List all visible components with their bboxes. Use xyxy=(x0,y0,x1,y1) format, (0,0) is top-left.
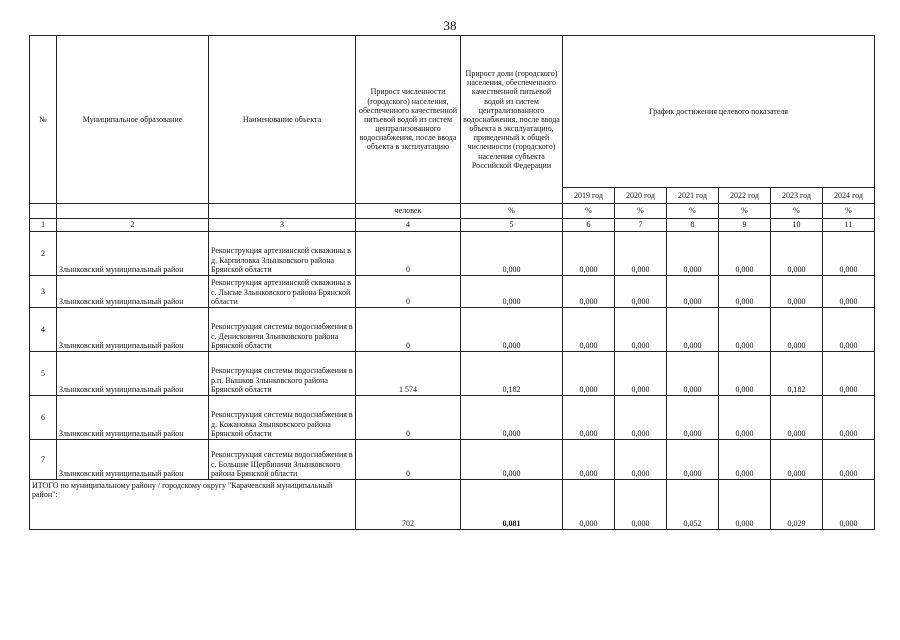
total-year-value: 0,052 xyxy=(667,480,719,530)
column-number: 9 xyxy=(719,219,771,232)
header-year: 2021 год xyxy=(667,188,719,204)
municipality-cell: Злынковский муниципальный район xyxy=(57,440,209,480)
year-value: 0,000 xyxy=(563,396,615,440)
year-value: 0,000 xyxy=(719,276,771,308)
object-cell: Реконструкция системы водоснабжения в д. Кожановка Злынковского района Брянской области xyxy=(209,396,356,440)
total-share: 0,081 xyxy=(461,480,563,530)
target-indicator-table xyxy=(29,35,875,530)
total-year-value: 0,029 xyxy=(771,480,823,530)
share-cell: 0,182 xyxy=(461,352,563,396)
header-year: 2023 год xyxy=(771,188,823,204)
year-value: 0,000 xyxy=(615,352,667,396)
table-row xyxy=(30,308,875,352)
year-value: 0,000 xyxy=(563,232,615,276)
year-value: 0,000 xyxy=(771,396,823,440)
year-value: 0,000 xyxy=(719,232,771,276)
header-municipality: Муниципальное образование xyxy=(57,36,209,204)
column-number: 6 xyxy=(563,219,615,232)
population-cell: 0 xyxy=(356,232,461,276)
object-cell: Реконструкция системы водоснабжения в р.п. Вышков Злынковского района Брянской области xyxy=(209,352,356,396)
column-number: 1 xyxy=(30,219,57,232)
header-year: 2022 год xyxy=(719,188,771,204)
row-number: 2 xyxy=(30,232,57,276)
unit-percent: % xyxy=(823,204,875,219)
municipality-cell: Злынковский муниципальный район xyxy=(57,232,209,276)
year-value: 0,000 xyxy=(615,276,667,308)
total-population: 702 xyxy=(356,480,461,530)
share-cell: 0,000 xyxy=(461,396,563,440)
unit-percent: % xyxy=(667,204,719,219)
unit-cell-empty xyxy=(209,204,356,219)
header-no: № xyxy=(30,36,57,204)
year-value: 0,000 xyxy=(823,308,875,352)
year-value: 0,182 xyxy=(771,352,823,396)
object-cell: Реконструкция артезианской скважины в с. Лысые Злынковского района Брянской области xyxy=(209,276,356,308)
total-year-value: 0,000 xyxy=(719,480,771,530)
year-value: 0,000 xyxy=(563,276,615,308)
year-value: 0,000 xyxy=(563,308,615,352)
year-value: 0,000 xyxy=(771,276,823,308)
table-row xyxy=(30,276,875,308)
year-value: 0,000 xyxy=(563,440,615,480)
year-value: 0,000 xyxy=(823,396,875,440)
unit-cell-empty xyxy=(57,204,209,219)
column-number: 10 xyxy=(771,219,823,232)
year-value: 0,000 xyxy=(667,440,719,480)
column-number: 3 xyxy=(209,219,356,232)
unit-cell-empty xyxy=(30,204,57,219)
row-number: 6 xyxy=(30,396,57,440)
share-cell: 0,000 xyxy=(461,440,563,480)
object-cell: Реконструкция системы водоснабжения в с. Большие Щербиничи Злынковского района Брянской области xyxy=(209,440,356,480)
total-year-value: 0,000 xyxy=(823,480,875,530)
page-number: 38 xyxy=(443,18,457,33)
object-cell: Реконструкция артезианской скважины в д. Карпиловка Злынковского района Брянской области xyxy=(209,232,356,276)
year-value: 0,000 xyxy=(667,396,719,440)
year-value: 0,000 xyxy=(719,308,771,352)
row-number: 3 xyxy=(30,276,57,308)
total-year-value: 0,000 xyxy=(563,480,615,530)
unit-percent: % xyxy=(719,204,771,219)
total-label: ИТОГО по муниципальному району / городскому округу "Карачевский муниципальный район": xyxy=(30,480,356,530)
population-cell: 0 xyxy=(356,440,461,480)
table-row xyxy=(30,440,875,480)
column-number: 5 xyxy=(461,219,563,232)
year-value: 0,000 xyxy=(667,308,719,352)
year-value: 0,000 xyxy=(823,232,875,276)
table-row xyxy=(30,232,875,276)
year-value: 0,000 xyxy=(823,352,875,396)
row-number: 7 xyxy=(30,440,57,480)
unit-percent: % xyxy=(615,204,667,219)
municipality-cell: Злынковский муниципальный район xyxy=(57,352,209,396)
column-number: 2 xyxy=(57,219,209,232)
year-value: 0,000 xyxy=(615,232,667,276)
year-value: 0,000 xyxy=(771,308,823,352)
header-schedule: График достижения целевого показателя xyxy=(563,36,875,188)
year-value: 0,000 xyxy=(563,352,615,396)
municipality-cell: Злынковский муниципальный район xyxy=(57,276,209,308)
population-cell: 1 574 xyxy=(356,352,461,396)
year-value: 0,000 xyxy=(823,440,875,480)
header-population-growth: Прирост численности (городского) населения, обеспеченного качественной питьевой водой из систем централизованного водоснабжения, после ввода объекта в эксплуатацию xyxy=(356,36,461,204)
year-value: 0,000 xyxy=(667,352,719,396)
header-object: Наименование объекта xyxy=(209,36,356,204)
total-row xyxy=(30,480,875,530)
total-year-value: 0,000 xyxy=(615,480,667,530)
unit-percent: % xyxy=(563,204,615,219)
column-number: 7 xyxy=(615,219,667,232)
year-value: 0,000 xyxy=(719,396,771,440)
population-cell: 0 xyxy=(356,276,461,308)
share-cell: 0,000 xyxy=(461,308,563,352)
header-year: 2020 год xyxy=(615,188,667,204)
year-value: 0,000 xyxy=(615,396,667,440)
municipality-cell: Злынковский муниципальный район xyxy=(57,396,209,440)
unit-percent: % xyxy=(771,204,823,219)
table-row xyxy=(30,352,875,396)
object-cell: Реконструкция системы водоснабжения в с. Денисковичи Злынковского района Брянской области xyxy=(209,308,356,352)
year-value: 0,000 xyxy=(719,352,771,396)
header-share-growth: Прирост доли (городского) населения, обеспеченного качественной питьевой водой из систем централизованного водоснабжения, после ввода объекта в эксплуатацию, приведенный к общей численности (городского) населения субъекта Российской Федерации xyxy=(461,36,563,204)
row-number: 4 xyxy=(30,308,57,352)
header-year: 2024 год xyxy=(823,188,875,204)
column-number-row xyxy=(30,219,875,232)
year-value: 0,000 xyxy=(615,440,667,480)
share-cell: 0,000 xyxy=(461,276,563,308)
year-value: 0,000 xyxy=(667,232,719,276)
header-year: 2019 год xyxy=(563,188,615,204)
year-value: 0,000 xyxy=(615,308,667,352)
year-value: 0,000 xyxy=(823,276,875,308)
year-value: 0,000 xyxy=(771,232,823,276)
column-number: 4 xyxy=(356,219,461,232)
population-cell: 0 xyxy=(356,396,461,440)
share-cell: 0,000 xyxy=(461,232,563,276)
population-cell: 0 xyxy=(356,308,461,352)
year-value: 0,000 xyxy=(719,440,771,480)
municipality-cell: Злынковский муниципальный район xyxy=(57,308,209,352)
column-number: 8 xyxy=(667,219,719,232)
column-number: 11 xyxy=(823,219,875,232)
year-value: 0,000 xyxy=(667,276,719,308)
year-value: 0,000 xyxy=(771,440,823,480)
unit-population: человек xyxy=(356,204,461,219)
table-row xyxy=(30,396,875,440)
unit-percent: % xyxy=(461,204,563,219)
row-number: 5 xyxy=(30,352,57,396)
